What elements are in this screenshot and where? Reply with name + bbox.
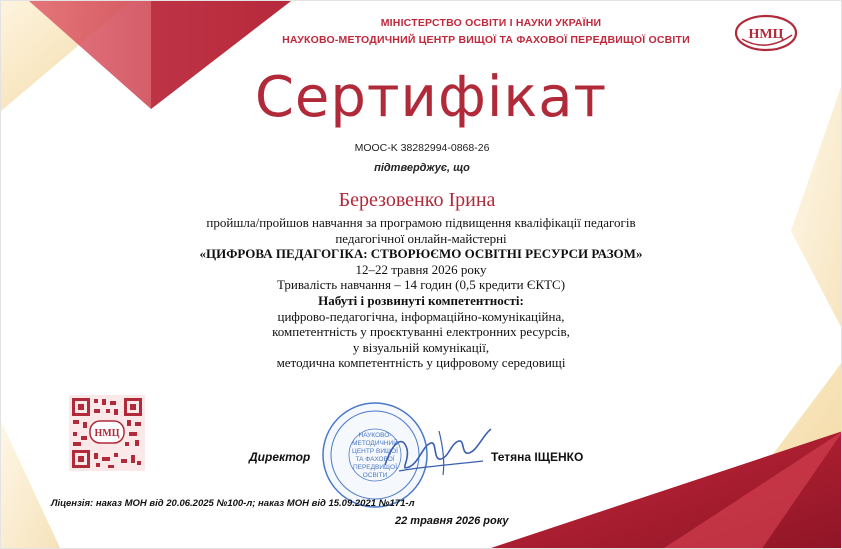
seal-line: МЕТОДИЧНИЙ [352, 440, 398, 447]
course-duration: Тривалість навчання – 14 годин (0,5 кредити ЄКТС) [276, 277, 566, 293]
qr-logo-text: НМЦ [94, 428, 120, 439]
competence-item: компетентність у проєктуванні електронних ресурсів, [272, 324, 570, 340]
course-line-2: педагогічної онлайн-майстерні [335, 230, 507, 246]
recipient-name: Березовенко Ірина [338, 189, 496, 211]
issue-date: 22 травня 2026 року [395, 515, 509, 527]
seal-line: НАУКОВО- [358, 432, 392, 439]
certificate-title: Сертифікат [254, 65, 608, 130]
qr-code-icon [69, 395, 145, 471]
nmc-logo-icon [734, 13, 798, 53]
director-name: Тетяна ІЩЕНКО [491, 450, 584, 464]
director-signature [379, 421, 499, 481]
deco-gold-right [791, 81, 842, 331]
seal-line: ПЕРЕДВИЩОЇ [352, 464, 398, 471]
license-text: Ліцензія: наказ МОН від 20.06.2025 №100-л; наказ МОН від 15.09.2021 №171-л [51, 498, 415, 509]
competences-heading: Набуті і розвинуті компетентності: [318, 292, 524, 308]
logo-text: НМЦ [748, 27, 784, 42]
competence-item: цифрово-педагогічна, інформаційно-комунікаційна, [277, 308, 565, 324]
competence-item: методична компетентність у цифровому середовищі [276, 355, 566, 371]
course-dates: 12–22 травня 2026 року [355, 261, 487, 277]
center-header: НАУКОВО-МЕТОДИЧНИЙ ЦЕНТР ВИЩОЇ ТА ФАХОВОЇ ПЕРЕДВИЩОЇ ОСВІТИ [282, 34, 690, 46]
course-title: «ЦИФРОВА ПЕДАГОГІКА: СТВОРЮЄМО ОСВІТНІ РЕСУРСИ РАЗОМ» [199, 246, 643, 262]
confirms-text: підтверджує, що [374, 162, 470, 174]
seal-line: ТА ФАХОВОЇ [355, 456, 395, 463]
seal-line: ОСВІТИ [362, 472, 388, 479]
director-label: Директор [249, 450, 311, 464]
course-line-1: пройшла/пройшов навчання за програмою підвищення кваліфікації педагогів [206, 215, 636, 230]
deco-gold-bottom-left [1, 421, 61, 549]
certificate-body [151, 215, 691, 371]
competence-item: у візуальній комунікації, [352, 339, 490, 355]
seal-line: ЦЕНТР ВИЩОЇ [352, 448, 398, 455]
certificate-code: MOOC-K 38282994-0868-26 [354, 142, 490, 154]
ministry-header: МІНІСТЕРСТВО ОСВІТИ І НАУКИ УКРАЇНИ [380, 17, 602, 29]
